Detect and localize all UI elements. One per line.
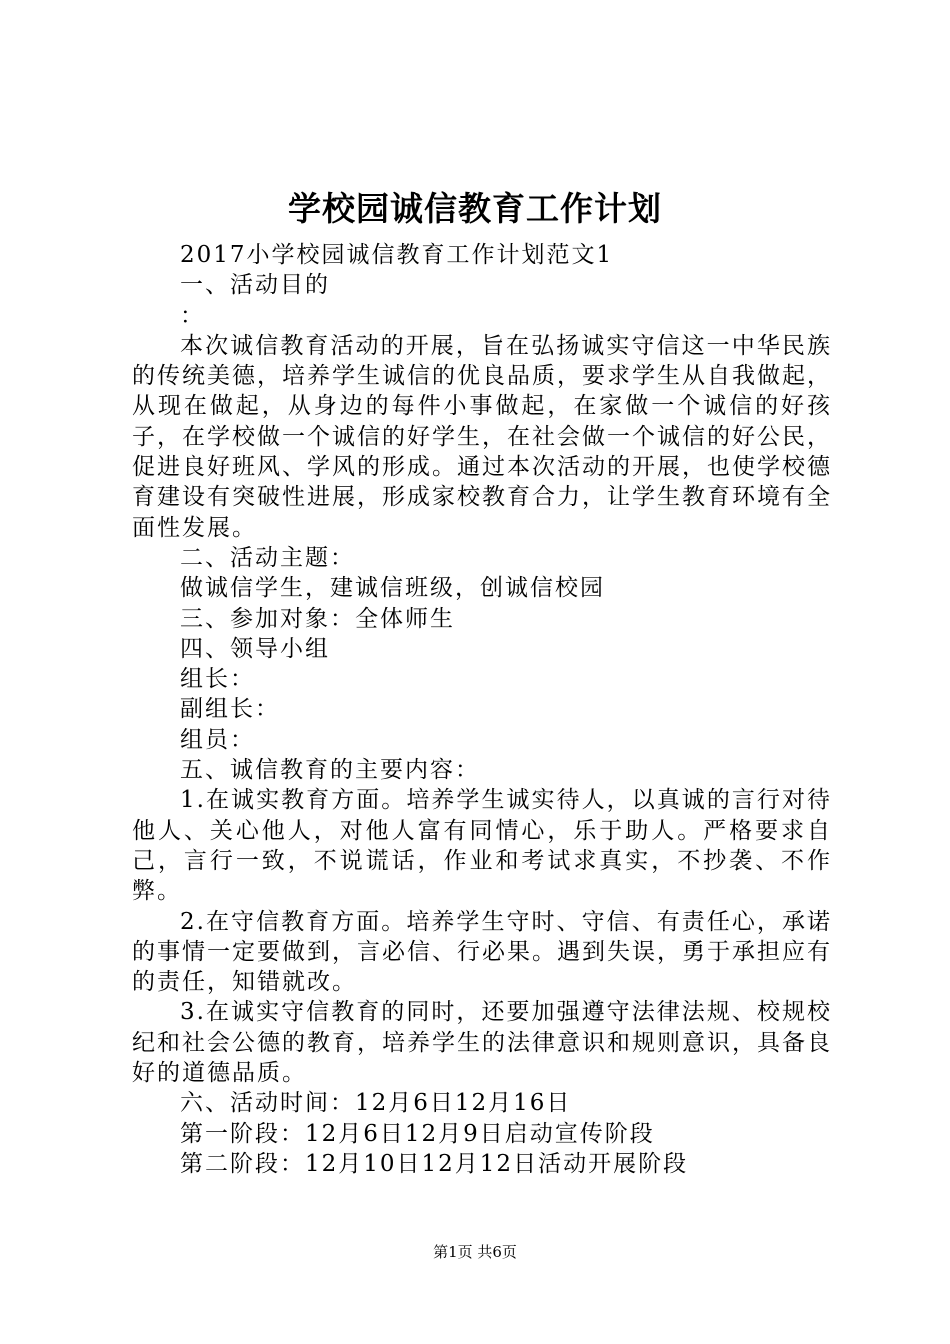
page-footer: 第1页 共6页 (433, 1243, 517, 1261)
paragraph-subtitle: 2017小学校园诚信教育工作计划范文1 (180, 242, 614, 268)
members-line: 组员： (180, 726, 255, 753)
stage-one-line: 第一阶段：12月6日12月9日启动宣传阶段 (180, 1120, 655, 1147)
heading-participants: 三、参加对象：全体师生 (180, 605, 455, 632)
colon-line: ： (180, 302, 205, 329)
paragraph-purpose-text: 本次诚信教育活动的开展，旨在弘扬诚实守信这一中华民族的传统美德，培养学生诚信的优良品质，要求学生从自我做起，从现在做起，从身边的每件小事做起，在家做一个诚信的好孩子，在学校做一个诚信的好学生，在社会做一个诚信的好公民，促进良好班风、学风的形成。通过本次活动的开展，也使学校德育建设有突破性进展，形成家校教育合力，让学生教育环境有全面性发展。 (132, 332, 832, 541)
paragraph-trust-education: 2.在守信教育方面。培养学生守时、守信、有责任心，承诺的事情一定要做到，言必信、行必果。遇到失误，勇于承担应有的责任，知错就改。 (132, 908, 832, 996)
heading-activity-purpose: 一、活动目的 (180, 272, 330, 299)
paragraph-theme-text: 做诚信学生，建诚信班级，创诚信校园 (180, 575, 605, 602)
document-title: 学校园诚信教育工作计划 (288, 189, 662, 228)
paragraph-honesty-education: 1.在诚实教育方面。培养学生诚实待人，以真诚的言行对待他人、关心他人，对他人富有同情心，乐于助人。严格要求自己，言行一致，不说谎话，作业和考试求真实，不抄袭、不作弊。 (132, 787, 832, 905)
leader-line: 组长： (180, 666, 255, 693)
document-body (132, 240, 832, 1179)
stage-two-line: 第二阶段：12月10日12月12日活动开展阶段 (180, 1150, 689, 1177)
heading-leadership-group: 四、领导小组 (180, 635, 330, 662)
heading-activity-time: 六、活动时间：12月6日12月16日 (180, 1090, 572, 1117)
paragraph-law-education: 3.在诚实守信教育的同时，还要加强遵守法律法规、校规校纪和社会公德的教育，培养学生的法律意识和规则意识，具备良好的道德品质。 (132, 999, 832, 1087)
heading-main-content: 五、诚信教育的主要内容： (180, 757, 480, 784)
heading-activity-theme: 二、活动主题： (180, 544, 355, 571)
deputy-leader-line: 副组长： (180, 696, 280, 723)
